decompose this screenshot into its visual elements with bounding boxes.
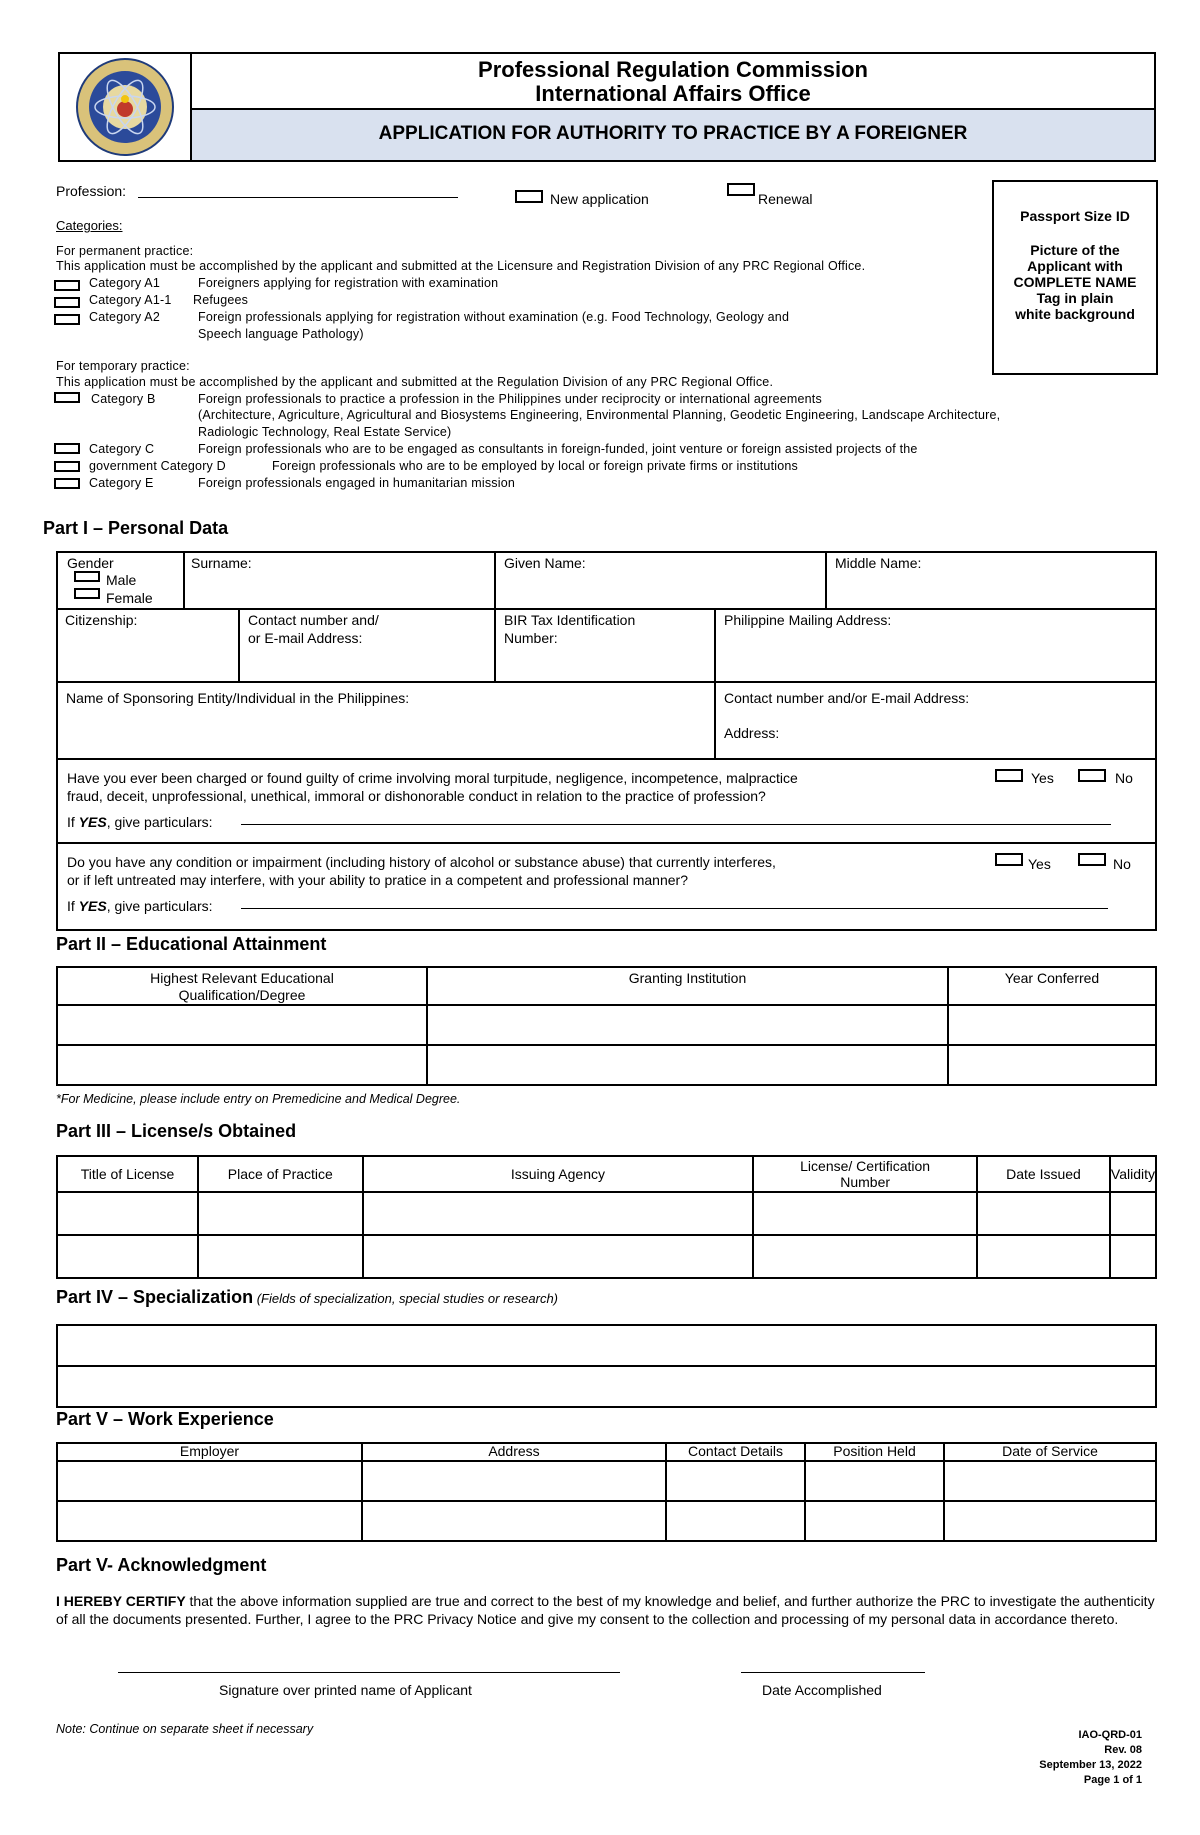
category-b-name: Category B: [91, 392, 156, 406]
personal-data-box: [56, 551, 1157, 931]
signature-label: Signature over printed name of Applicant: [219, 1682, 472, 1698]
table-cell[interactable]: [198, 1235, 363, 1278]
form-code: IAO-QRD-01: [1078, 1729, 1142, 1741]
male-checkbox[interactable]: [74, 571, 100, 582]
form-revision: Rev. 08: [1104, 1744, 1142, 1756]
table-cell[interactable]: [1110, 1235, 1156, 1278]
category-b-desc3: Radiologic Technology, Real Estate Service): [198, 425, 452, 439]
table-row: [57, 1192, 1156, 1235]
category-e-desc: Foreign professionals engaged in humanitarian mission: [198, 476, 516, 490]
citizenship-label: Citizenship:: [65, 612, 138, 628]
photo-box-line2: Picture of the: [1030, 242, 1120, 258]
form-code-block: [1039, 1728, 1142, 1788]
license-table: [56, 1155, 1157, 1279]
category-a2-desc2: Speech language Pathology): [198, 327, 364, 341]
table-cell[interactable]: [753, 1192, 977, 1235]
q2-no-label: No: [1113, 856, 1131, 872]
category-c-desc: Foreign professionals who are to be engaged as consultants in foreign-funded, joint venture or foreign assisted projects of the: [198, 442, 918, 456]
q1-yes-label: Yes: [1031, 770, 1054, 786]
category-c-checkbox[interactable]: [54, 443, 80, 454]
q2-line1: Do you have any condition or impairment (including history of alcohol or substance abuse) that currently interferes,: [67, 854, 776, 870]
education-table: [56, 966, 1157, 1086]
license-col-place: Place of Practice: [198, 1156, 363, 1192]
table-cell[interactable]: [57, 1005, 427, 1045]
new-application-label: New application: [550, 191, 649, 207]
category-a2-name: Category A2: [89, 310, 160, 324]
table-cell[interactable]: [57, 1325, 1156, 1366]
female-checkbox[interactable]: [74, 588, 100, 599]
q2-no-checkbox[interactable]: [1078, 853, 1106, 866]
part4-subtitle: (Fields of specialization, special studies or research): [256, 1291, 559, 1306]
table-row: [57, 1325, 1156, 1366]
work-experience-table: [56, 1442, 1157, 1542]
table-row: [57, 1235, 1156, 1278]
table-cell[interactable]: [977, 1192, 1110, 1235]
header-box: [58, 52, 1156, 162]
continue-note: Note: Continue on separate sheet if necessary: [56, 1722, 314, 1736]
header-title-line1: Professional Regulation Commission: [478, 57, 868, 82]
license-col-number: License/ Certification Number: [753, 1156, 977, 1192]
education-col-institution: Granting Institution: [427, 967, 948, 1005]
table-cell[interactable]: [1110, 1192, 1156, 1235]
category-a1-1-name: Category A1-1: [89, 293, 172, 307]
category-a1-name: Category A1: [89, 276, 160, 290]
category-a2-checkbox[interactable]: [54, 314, 80, 325]
bir-label-1: BIR Tax Identification: [504, 612, 636, 628]
table-cell[interactable]: [362, 1501, 666, 1541]
part2-heading: Part II – Educational Attainment: [56, 934, 327, 954]
category-d-line: government Category D: [89, 459, 226, 473]
work-col-employer: Employer: [57, 1443, 362, 1461]
permanent-heading: For permanent practice:: [56, 244, 194, 258]
profession-input[interactable]: [138, 197, 458, 198]
q2-yes-label: Yes: [1028, 856, 1051, 872]
table-cell[interactable]: [362, 1461, 666, 1501]
category-d-checkbox[interactable]: [54, 461, 80, 472]
table-cell[interactable]: [805, 1501, 944, 1541]
page-number: Page 1 of 1: [1083, 1774, 1142, 1786]
table-row: [57, 1045, 1156, 1085]
middle-name-field[interactable]: [827, 553, 1155, 608]
citizenship-field[interactable]: [58, 610, 240, 681]
category-b-checkbox[interactable]: [54, 392, 80, 403]
form-date: September 13, 2022: [1039, 1759, 1142, 1771]
sponsor-address-label: Address:: [724, 725, 780, 741]
photo-box-line4: COMPLETE NAME: [1013, 274, 1137, 290]
new-application-checkbox[interactable]: [515, 190, 543, 203]
work-col-contact: Contact Details: [666, 1443, 805, 1461]
q1-yes-checkbox[interactable]: [995, 769, 1023, 782]
table-cell[interactable]: [948, 1045, 1156, 1085]
part4-heading: [56, 1287, 558, 1308]
ack-heading: Part V- Acknowledgment: [56, 1555, 267, 1575]
table-cell[interactable]: [57, 1366, 1156, 1407]
table-cell[interactable]: [57, 1235, 198, 1278]
specialization-table: [56, 1324, 1157, 1408]
gender-label: Gender: [67, 555, 114, 571]
license-col-agency: Issuing Agency: [363, 1156, 754, 1192]
bir-label-2: Number:: [504, 630, 558, 646]
profession-label: Profession:: [56, 183, 127, 199]
middle-name-label: Middle Name:: [835, 555, 922, 571]
part1-heading: Part I – Personal Data: [43, 518, 229, 538]
table-cell[interactable]: [666, 1501, 805, 1541]
q2-particulars-input[interactable]: [241, 908, 1108, 909]
education-col-year: Year Conferred: [948, 967, 1156, 1005]
part4-title: Part IV – Specialization: [56, 1287, 254, 1307]
category-a1-1-checkbox[interactable]: [54, 297, 80, 308]
category-e-name: Category E: [89, 476, 154, 490]
photo-box-line6: white background: [1015, 306, 1135, 322]
q1-line1: Have you ever been charged or found guilty of crime involving moral turpitude, negligence, incompetence, malpractice: [67, 770, 798, 786]
category-a1-checkbox[interactable]: [54, 280, 80, 291]
table-cell[interactable]: [753, 1235, 977, 1278]
question-2-row: [58, 844, 1155, 929]
category-c-name: Category C: [89, 442, 155, 456]
work-col-position: Position Held: [805, 1443, 944, 1461]
table-cell[interactable]: [427, 1005, 948, 1045]
sponsor-contact-field[interactable]: [716, 683, 1155, 758]
contact-label-1: Contact number and/: [248, 612, 379, 628]
table-cell[interactable]: [948, 1005, 1156, 1045]
mailing-address-label: Philippine Mailing Address:: [724, 612, 892, 628]
contact-label-2: or E-mail Address:: [248, 630, 363, 646]
table-row: [57, 1501, 1156, 1541]
q2-yes-checkbox[interactable]: [995, 853, 1023, 866]
part5-heading: Part V – Work Experience: [56, 1409, 274, 1429]
table-cell[interactable]: [944, 1501, 1156, 1541]
table-cell[interactable]: [57, 1501, 362, 1541]
contact-field[interactable]: [240, 610, 496, 681]
q2-line2: or if left untreated may interfere, with your ability to pratice in a competent and professional manner?: [67, 872, 688, 888]
passport-photo-box[interactable]: [992, 180, 1158, 375]
q1-line2: fraud, deceit, unprofessional, unethical, immoral or dishonorable conduct in relation to the practice of profession?: [67, 788, 766, 804]
temporary-heading: For temporary practice:: [56, 359, 190, 373]
ack-certify-body: that the above information supplied are true and correct to the best of my knowledge and belief, and further authorize the PRC to investigate the authenticity of all the documents presented. Further, I agree to the PRC Privacy Notice and give my consent to the collection and processing of my personal data in accordance thereto.: [56, 1593, 1155, 1627]
license-col-date: Date Issued: [977, 1156, 1110, 1192]
seal-logo: [60, 54, 192, 160]
signature-line[interactable]: [118, 1672, 620, 1673]
category-d-desc: Foreign professionals who are to be employed by local or foreign private firms or institutions: [272, 459, 798, 473]
ack-certify-bold: I HEREBY CERTIFY: [56, 1593, 186, 1609]
photo-box-line1: Passport Size ID: [1020, 208, 1130, 224]
education-note: *For Medicine, please include entry on Premedicine and Medical Degree.: [56, 1092, 461, 1106]
category-a2-desc1: Foreign professionals applying for registration without examination (e.g. Food Technology, Geology and: [198, 310, 790, 324]
category-b-desc1: Foreign professionals to practice a profession in the Philippines under reciprocity or international agreements: [198, 392, 822, 406]
work-col-date: Date of Service: [944, 1443, 1156, 1461]
form-title: APPLICATION FOR AUTHORITY TO PRACTICE BY A FOREIGNER: [378, 123, 968, 144]
photo-box-line3: Applicant with: [1027, 258, 1123, 274]
license-col-validity: Validity: [1110, 1156, 1156, 1192]
header-title-area: [192, 54, 1154, 108]
photo-box-line5: Tag in plain: [1036, 290, 1114, 306]
bir-tin-field[interactable]: [496, 610, 716, 681]
table-cell[interactable]: [363, 1235, 754, 1278]
sponsor-contact-label: Contact number and/or E-mail Address:: [724, 690, 970, 706]
table-cell[interactable]: [363, 1192, 754, 1235]
temporary-note: This application must be accomplished by the applicant and submitted at the Regulation Division of any PRC Regional Office.: [56, 375, 774, 389]
date-accomplished-label: Date Accomplished: [762, 1682, 882, 1698]
mailing-address-field[interactable]: [716, 610, 1155, 681]
table-cell[interactable]: [198, 1192, 363, 1235]
header-title-line2: International Affairs Office: [535, 81, 811, 106]
q2-particulars-label: If YES, give particulars:: [67, 898, 213, 914]
q1-particulars-input[interactable]: [241, 824, 1111, 825]
license-col-title: Title of License: [57, 1156, 198, 1192]
part3-heading: Part III – License/s Obtained: [56, 1121, 297, 1141]
q1-particulars-label: If YES, give particulars:: [67, 814, 213, 830]
renewal-checkbox[interactable]: [727, 183, 755, 196]
date-accomplished-line[interactable]: [741, 1672, 925, 1673]
female-label: Female: [106, 590, 153, 606]
surname-field[interactable]: [183, 553, 496, 608]
permanent-note: This application must be accomplished by the applicant and submitted at the Licensure and Registration Division of any PRC Regional Office.: [56, 259, 866, 273]
table-cell[interactable]: [944, 1461, 1156, 1501]
renewal-label: Renewal: [758, 191, 813, 207]
table-cell[interactable]: [57, 1045, 427, 1085]
male-label: Male: [106, 572, 137, 588]
sponsor-name-field[interactable]: [58, 683, 716, 758]
table-cell[interactable]: [977, 1235, 1110, 1278]
category-a1-1-desc: Refugees: [193, 293, 249, 307]
table-cell[interactable]: [805, 1461, 944, 1501]
table-row: [57, 1461, 1156, 1501]
gender-cell: [58, 553, 185, 608]
education-col-degree: Highest Relevant Educational Qualification/Degree: [57, 967, 427, 1005]
given-name-label: Given Name:: [504, 555, 586, 571]
form-title-bar: [192, 108, 1154, 160]
table-cell[interactable]: [57, 1192, 198, 1235]
table-row: [57, 1005, 1156, 1045]
category-a1-desc: Foreigners applying for registration with examination: [198, 276, 499, 290]
categories-label: Categories:: [56, 218, 123, 233]
q1-no-checkbox[interactable]: [1078, 769, 1106, 782]
q1-no-label: No: [1115, 770, 1133, 786]
table-cell[interactable]: [666, 1461, 805, 1501]
work-col-address: Address: [362, 1443, 666, 1461]
surname-label: Surname:: [191, 555, 252, 571]
given-name-field[interactable]: [496, 553, 827, 608]
category-e-checkbox[interactable]: [54, 478, 80, 489]
table-row: [57, 1366, 1156, 1407]
sponsor-name-label: Name of Sponsoring Entity/Individual in the Philippines:: [66, 690, 410, 706]
table-cell[interactable]: [57, 1461, 362, 1501]
ack-certification-text: [56, 1592, 1156, 1628]
table-cell[interactable]: [427, 1045, 948, 1085]
category-b-desc2: (Architecture, Agriculture, Agricultural and Biosystems Engineering, Environmental Planning, Geodetic Engineering, Landscape Architecture,: [198, 408, 1001, 422]
question-1-row: [58, 760, 1155, 844]
